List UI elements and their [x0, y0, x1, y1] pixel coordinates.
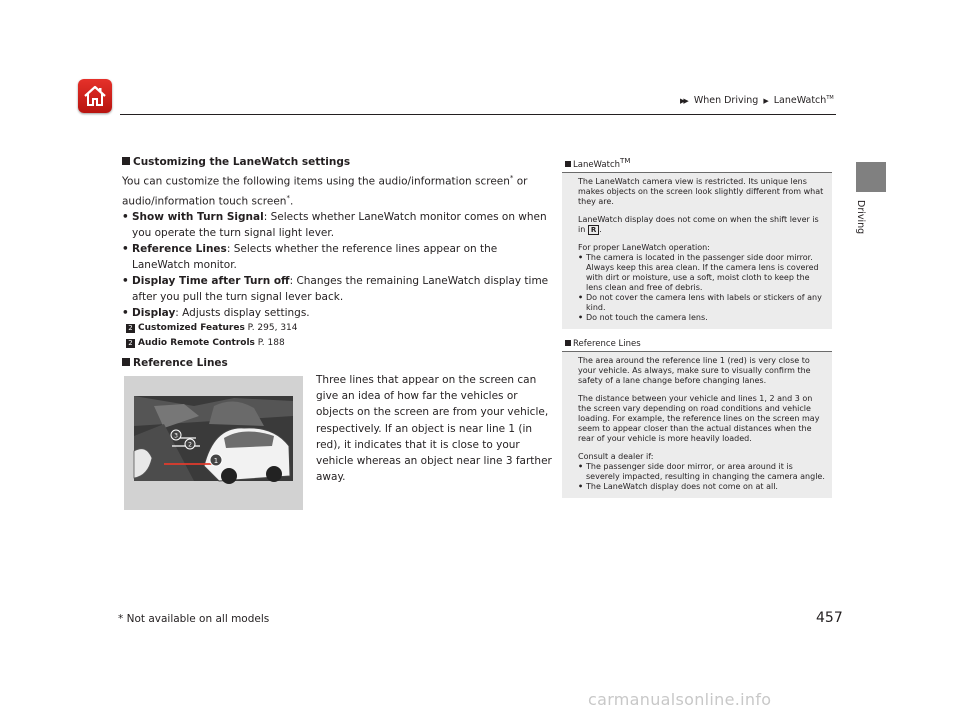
trademark: TM [620, 156, 631, 165]
note-paragraph: The distance between your vehicle and lines 1, 2 and 3 on the screen vary depending on road conditions and vehicle loading. For example, the reference lines on the screen may seem to appear closer than the actual distances when the rear of your vehicle is more heavily loaded. [578, 393, 820, 443]
note-paragraph: Consult a dealer if: [578, 451, 654, 461]
note-bullet-list [578, 253, 826, 323]
chapter-tab[interactable] [856, 162, 886, 192]
section-heading-text: Reference Lines [133, 357, 228, 369]
breadcrumb [680, 95, 834, 106]
note-title [562, 154, 832, 173]
cross-reference-link[interactable] [126, 321, 552, 336]
footnote-star: * [509, 174, 514, 182]
list-item [122, 209, 552, 241]
section-heading [122, 357, 228, 369]
item-term: Reference Lines [132, 243, 227, 255]
list-item: • The passenger side door mirror, or area around it is severely impacted, resulting in changing the camera angle. [578, 462, 826, 482]
lanewatch-illustration [124, 376, 303, 510]
intro-paragraph [122, 170, 552, 209]
intro-text: . [289, 195, 294, 207]
reference-arrow-icon: 2 [126, 324, 135, 333]
section-square-icon [122, 157, 130, 165]
list-item: • The LaneWatch display does not come on at all. [578, 482, 826, 492]
item-desc: : Adjusts display settings. [175, 307, 310, 319]
figure-label: 2 [188, 441, 192, 449]
note-bullet-list [578, 462, 826, 492]
figure-label: 3 [174, 432, 178, 440]
note-box-lanewatch [562, 154, 832, 329]
reference-arrow-icon: 2 [126, 339, 135, 348]
gear-r-icon: R [588, 225, 599, 235]
list-item [122, 305, 552, 321]
item-term: Show with Turn Signal [132, 211, 264, 223]
sidebar-notes [562, 154, 832, 498]
figure-label: 1 [213, 457, 219, 465]
breadcrumb-arrow-icon: ▶▶ [680, 97, 687, 106]
settings-list [122, 209, 552, 321]
section-heading [122, 154, 552, 170]
note-paragraph: The area around the reference line 1 (red) is very close to your vehicle. As always, make sure to visually confirm the safety of a lane change before changing lanes. [578, 355, 811, 385]
note-icon [565, 161, 571, 167]
item-term: Display Time after Turn off [132, 275, 290, 287]
note-title-text: Reference Lines [573, 338, 641, 349]
watermark: carmanualsonline.info [588, 690, 772, 709]
list-item [122, 241, 552, 273]
main-column [122, 154, 552, 351]
note-text: LaneWatch display does not come on when the shift lever is in [578, 214, 819, 234]
reference-lines-text: Three lines that appear on the screen can give an idea of how far the vehicles or objects on the screen are from your vehicle, respectively. If an object is near line 1 (in red), it indicates that it is close to your vehicle whereas an object near line 3 farther away. [316, 374, 552, 484]
list-item: • The camera is located in the passenger side door mirror. Always keep this area clean. If the camera lens is covered with dirt or moisture, use a soft, moist cloth to keep the lens clean and free of debris. [578, 253, 826, 293]
item-term: Display [132, 307, 176, 319]
chapter-label: Driving [855, 200, 866, 235]
note-title-text: LaneWatch [573, 159, 621, 170]
camera-view-picture [124, 376, 303, 510]
note-paragraph: For proper LaneWatch operation: [578, 242, 710, 252]
item-desc: : Changes the remaining LaneWatch display time after you pull the turn signal lever back. [132, 275, 549, 303]
list-item: • Do not cover the camera lens with labels or stickers of any kind. [578, 293, 826, 313]
note-text: . [599, 224, 602, 234]
trademark: TM [826, 95, 834, 101]
footnote: * Not available on all models [118, 613, 270, 625]
list-item: • Do not touch the camera lens. [578, 313, 826, 323]
section-heading-text: Customizing the LaneWatch settings [133, 156, 351, 168]
reference-pages: P. 188 [254, 338, 285, 348]
breadcrumb-item[interactable]: When Driving [693, 95, 759, 107]
intro-text: You can customize the following items using the audio/information screen [122, 175, 510, 188]
cross-reference-link[interactable] [126, 336, 552, 351]
note-paragraph [578, 215, 826, 235]
home-button[interactable] [78, 79, 112, 113]
footnote-star: * [286, 193, 290, 202]
intro-text: or [513, 175, 528, 188]
note-icon [565, 340, 571, 346]
reference-title: Customized Features [138, 323, 245, 333]
breadcrumb-item[interactable]: LaneWatch [773, 95, 827, 107]
breadcrumb-arrow-icon: ▶ [763, 97, 769, 106]
list-item [122, 273, 552, 305]
reference-title: Audio Remote Controls [138, 338, 255, 348]
note-title [562, 337, 832, 352]
item-desc: : Selects whether the reference lines appear on the LaneWatch monitor. [132, 243, 498, 271]
page-number: 457 [816, 610, 843, 626]
home-icon [82, 83, 108, 109]
note-box-reference-lines [562, 337, 832, 498]
header-rule [120, 114, 836, 115]
section-square-icon [122, 358, 130, 366]
item-desc: : Selects whether LaneWatch monitor comes on when you operate the turn signal light lever. [132, 211, 547, 239]
note-paragraph: The LaneWatch camera view is restricted. Its unique lens makes objects on the screen look slightly different from what they are. [578, 176, 824, 206]
intro-text: audio/information touch screen [122, 195, 287, 207]
reference-pages: P. 295, 314 [244, 323, 298, 333]
